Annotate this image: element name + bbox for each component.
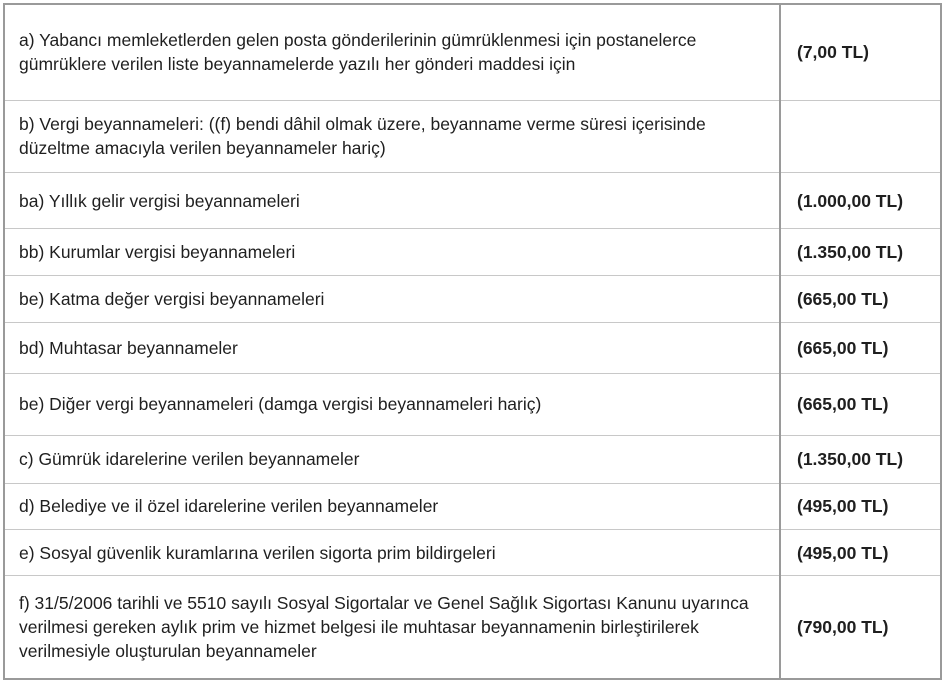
table-row: [4, 435, 941, 483]
row-description: be) Diğer vergi beyannameleri (damga vergisi beyannameleri hariç): [4, 373, 780, 435]
row-fee: (665,00 TL): [780, 323, 941, 373]
table-row: [4, 483, 941, 529]
row-description: e) Sosyal güvenlik kuramlarına verilen sigorta prim bildirgeleri: [4, 529, 780, 575]
fee-table-body: [4, 4, 941, 679]
row-fee: (665,00 TL): [780, 373, 941, 435]
row-description: be) Katma değer vergisi beyannameleri: [4, 276, 780, 323]
table-row: [4, 4, 941, 100]
row-description: b) Vergi beyannameleri: ((f) bendi dâhil olmak üzere, beyanname verme süresi içerisinde düzeltme amacıyla verilen beyannameler hariç): [4, 100, 780, 172]
row-fee: (1.000,00 TL): [780, 172, 941, 228]
row-fee: (495,00 TL): [780, 483, 941, 529]
table-row: [4, 172, 941, 228]
row-fee: [780, 100, 941, 172]
row-description: f) 31/5/2006 tarihli ve 5510 sayılı Sosyal Sigortalar ve Genel Sağlık Sigortası Kanunu uyarınca verilmesi gereken aylık prim ve hizmet belgesi ile muhtasar beyannamenin birleştirilerek verilmesiyle oluşturulan beyannameler: [4, 576, 780, 679]
table-row: [4, 529, 941, 575]
row-fee: (1.350,00 TL): [780, 229, 941, 276]
row-fee: (7,00 TL): [780, 4, 941, 100]
table-row: [4, 229, 941, 276]
row-fee: (665,00 TL): [780, 276, 941, 323]
row-description: c) Gümrük idarelerine verilen beyannameler: [4, 435, 780, 483]
row-description: ba) Yıllık gelir vergisi beyannameleri: [4, 172, 780, 228]
row-description: bb) Kurumlar vergisi beyannameleri: [4, 229, 780, 276]
table-row: [4, 276, 941, 323]
row-description: d) Belediye ve il özel idarelerine verilen beyannameler: [4, 483, 780, 529]
table-row: [4, 576, 941, 679]
table-row: [4, 373, 941, 435]
fee-table: [3, 3, 942, 680]
table-row: [4, 323, 941, 373]
table-row: [4, 100, 941, 172]
row-description: a) Yabancı memleketlerden gelen posta gönderilerinin gümrüklenmesi için postanelerce gümrüklere verilen liste beyannamelerde yazılı her gönderi maddesi için: [4, 4, 780, 100]
row-fee: (495,00 TL): [780, 529, 941, 575]
row-fee: (1.350,00 TL): [780, 435, 941, 483]
row-fee: (790,00 TL): [780, 576, 941, 679]
row-description: bd) Muhtasar beyannameler: [4, 323, 780, 373]
